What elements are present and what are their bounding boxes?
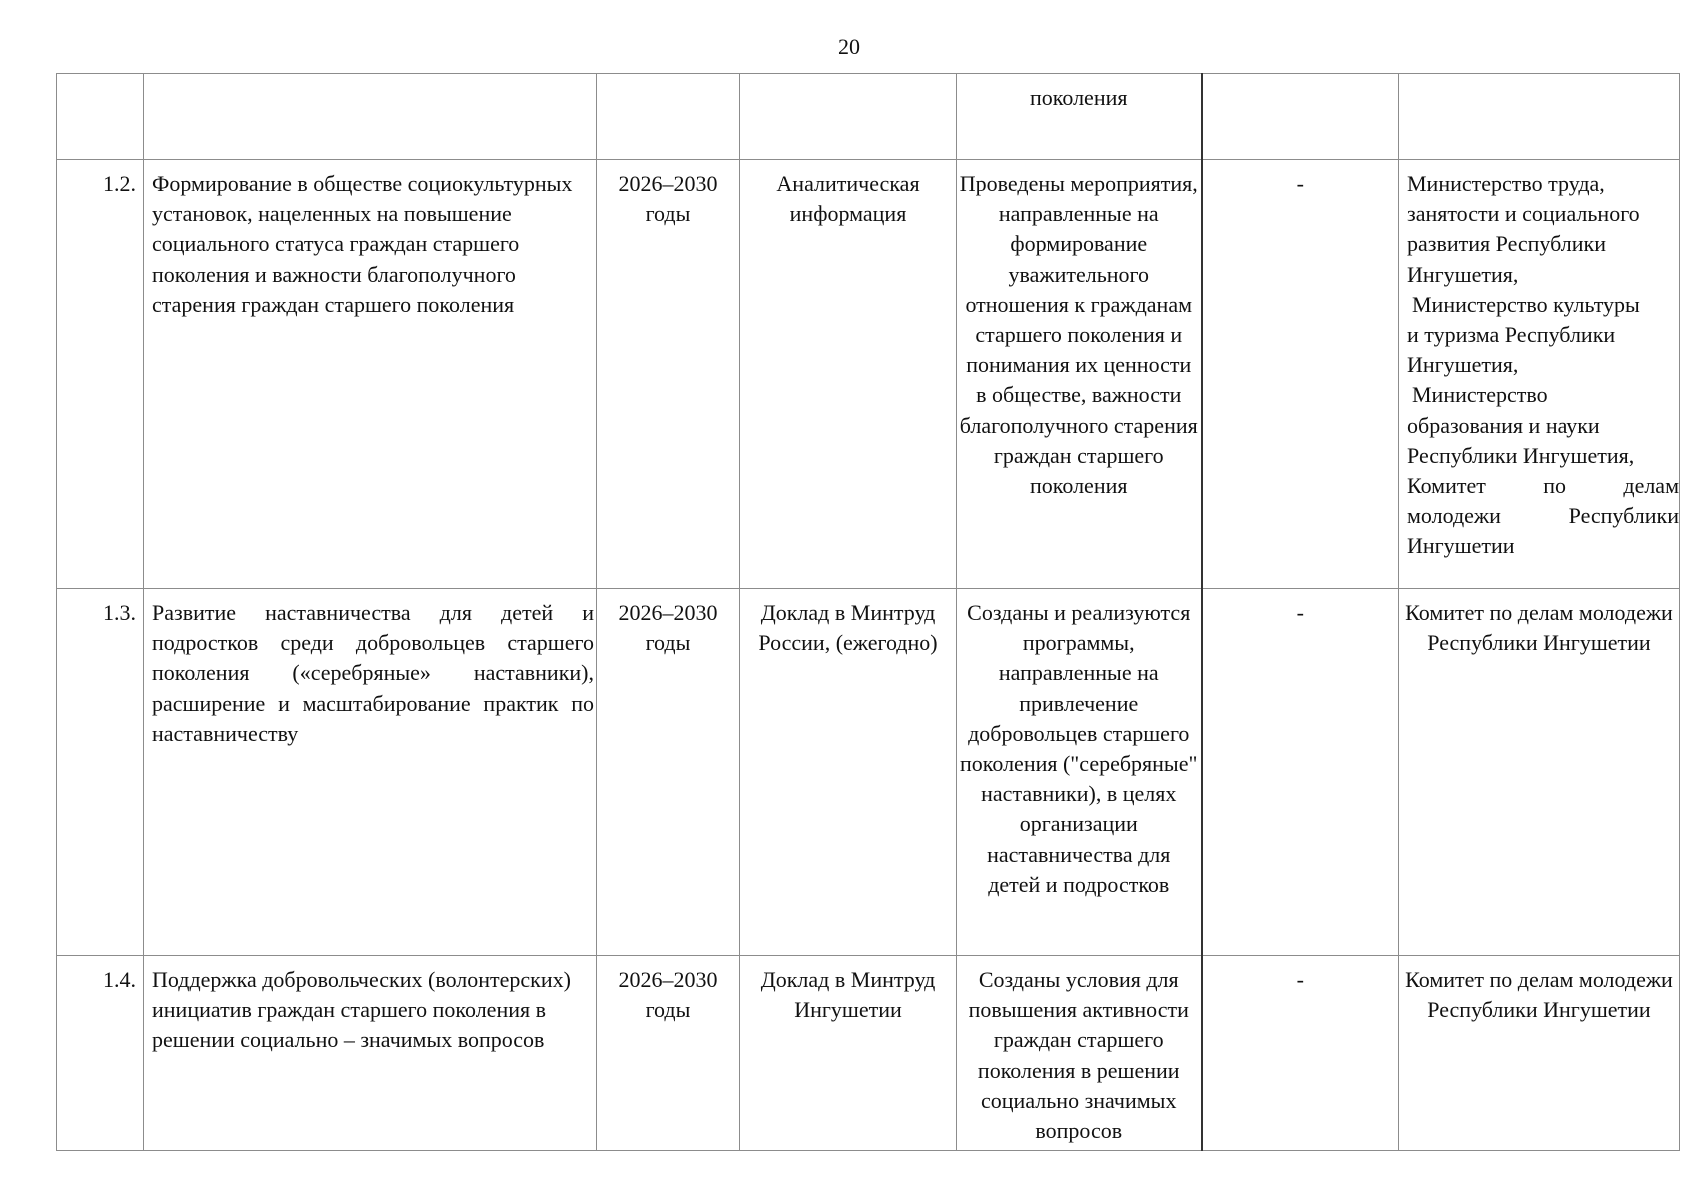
period-cell: 2026–2030 годы — [597, 589, 740, 956]
measures-table — [56, 73, 1680, 1151]
document-cell: Доклад в Минтруд Ингушетии — [740, 956, 957, 1151]
responsible-line: Комитет по делам — [1407, 473, 1679, 499]
indicator-cell: - — [1202, 589, 1399, 956]
responsible-line: Министерство труда, — [1407, 171, 1605, 196]
responsible-line: Министерство культуры — [1412, 291, 1640, 317]
responsible-cell — [1399, 160, 1680, 589]
responsible-cell — [1399, 74, 1680, 160]
responsible-line: Ингушетия, — [1407, 261, 1519, 287]
document-cell — [740, 74, 957, 160]
period-cell — [597, 74, 740, 160]
document-cell: Доклад в Минтруд России, (ежегодно) — [740, 589, 957, 956]
document-cell: Аналитическая информация — [740, 160, 957, 589]
table-row — [57, 74, 1680, 160]
period-cell: 2026–2030 годы — [597, 160, 740, 589]
item-number: 1.3. — [57, 589, 144, 956]
result-cell: поколения — [957, 74, 1202, 160]
result-cell: Созданы условия для повышения активности граждан старшего поколения в решении социально значимых вопросов — [957, 956, 1202, 1151]
measure-title: Формирование в обществе социокультурных установок, нацеленных на повышение социального статуса граждан старшего поколения и важности благополучного старения граждан старшего поколения — [144, 160, 597, 589]
table-row — [57, 956, 1680, 1151]
indicator-cell: - — [1202, 956, 1399, 1151]
responsible-line: образования и науки — [1407, 412, 1600, 438]
responsible-cell: Комитет по делам молодежи Республики Ингушетии — [1399, 589, 1680, 956]
measure-title: Поддержка добровольческих (волонтерских) инициатив граждан старшего поколения в решении социально – значимых вопросов — [144, 956, 597, 1151]
indicator-cell: - — [1202, 160, 1399, 589]
result-cell: Созданы и реализуются программы, направленные на привлечение добровольцев старшего поколения ("серебряные" наставники), в целях организации наставничества для детей и подростков — [957, 589, 1202, 956]
responsible-line: молодежи Республики — [1407, 503, 1679, 529]
result-cell: Проведены мероприятия, направленные на формирование уважительного отношения к гражданам старшего поколения и понимания их ценности в обществе, важности благополучного старения граждан старшего поколения — [957, 160, 1202, 589]
responsible-line: Министерство — [1412, 382, 1548, 408]
indicator-cell — [1202, 74, 1399, 160]
responsible-line: и туризма Республики — [1407, 322, 1616, 348]
item-number — [57, 74, 144, 160]
table-row — [57, 589, 1680, 956]
responsible-line: занятости и социального — [1407, 201, 1640, 227]
measure-title: Развитие наставничества для детей и подростков среди добровольцев старшего поколения («серебряные» наставники), расширение и масштабирование практик по наставничеству — [144, 589, 597, 956]
responsible-line: Ингушетия, — [1407, 352, 1519, 378]
table-row — [57, 160, 1680, 589]
measure-title — [144, 74, 597, 160]
item-number: 1.2. — [57, 160, 144, 589]
page-number: 20 — [838, 34, 860, 59]
responsible-line: Республики Ингушетия, — [1407, 442, 1635, 468]
responsible-line: Ингушетии — [1407, 533, 1515, 559]
responsible-cell: Комитет по делам молодежи Республики Ингушетии — [1399, 956, 1680, 1151]
responsible-line: развития Республики — [1407, 231, 1606, 257]
item-number: 1.4. — [57, 956, 144, 1151]
period-cell: 2026–2030 годы — [597, 956, 740, 1151]
